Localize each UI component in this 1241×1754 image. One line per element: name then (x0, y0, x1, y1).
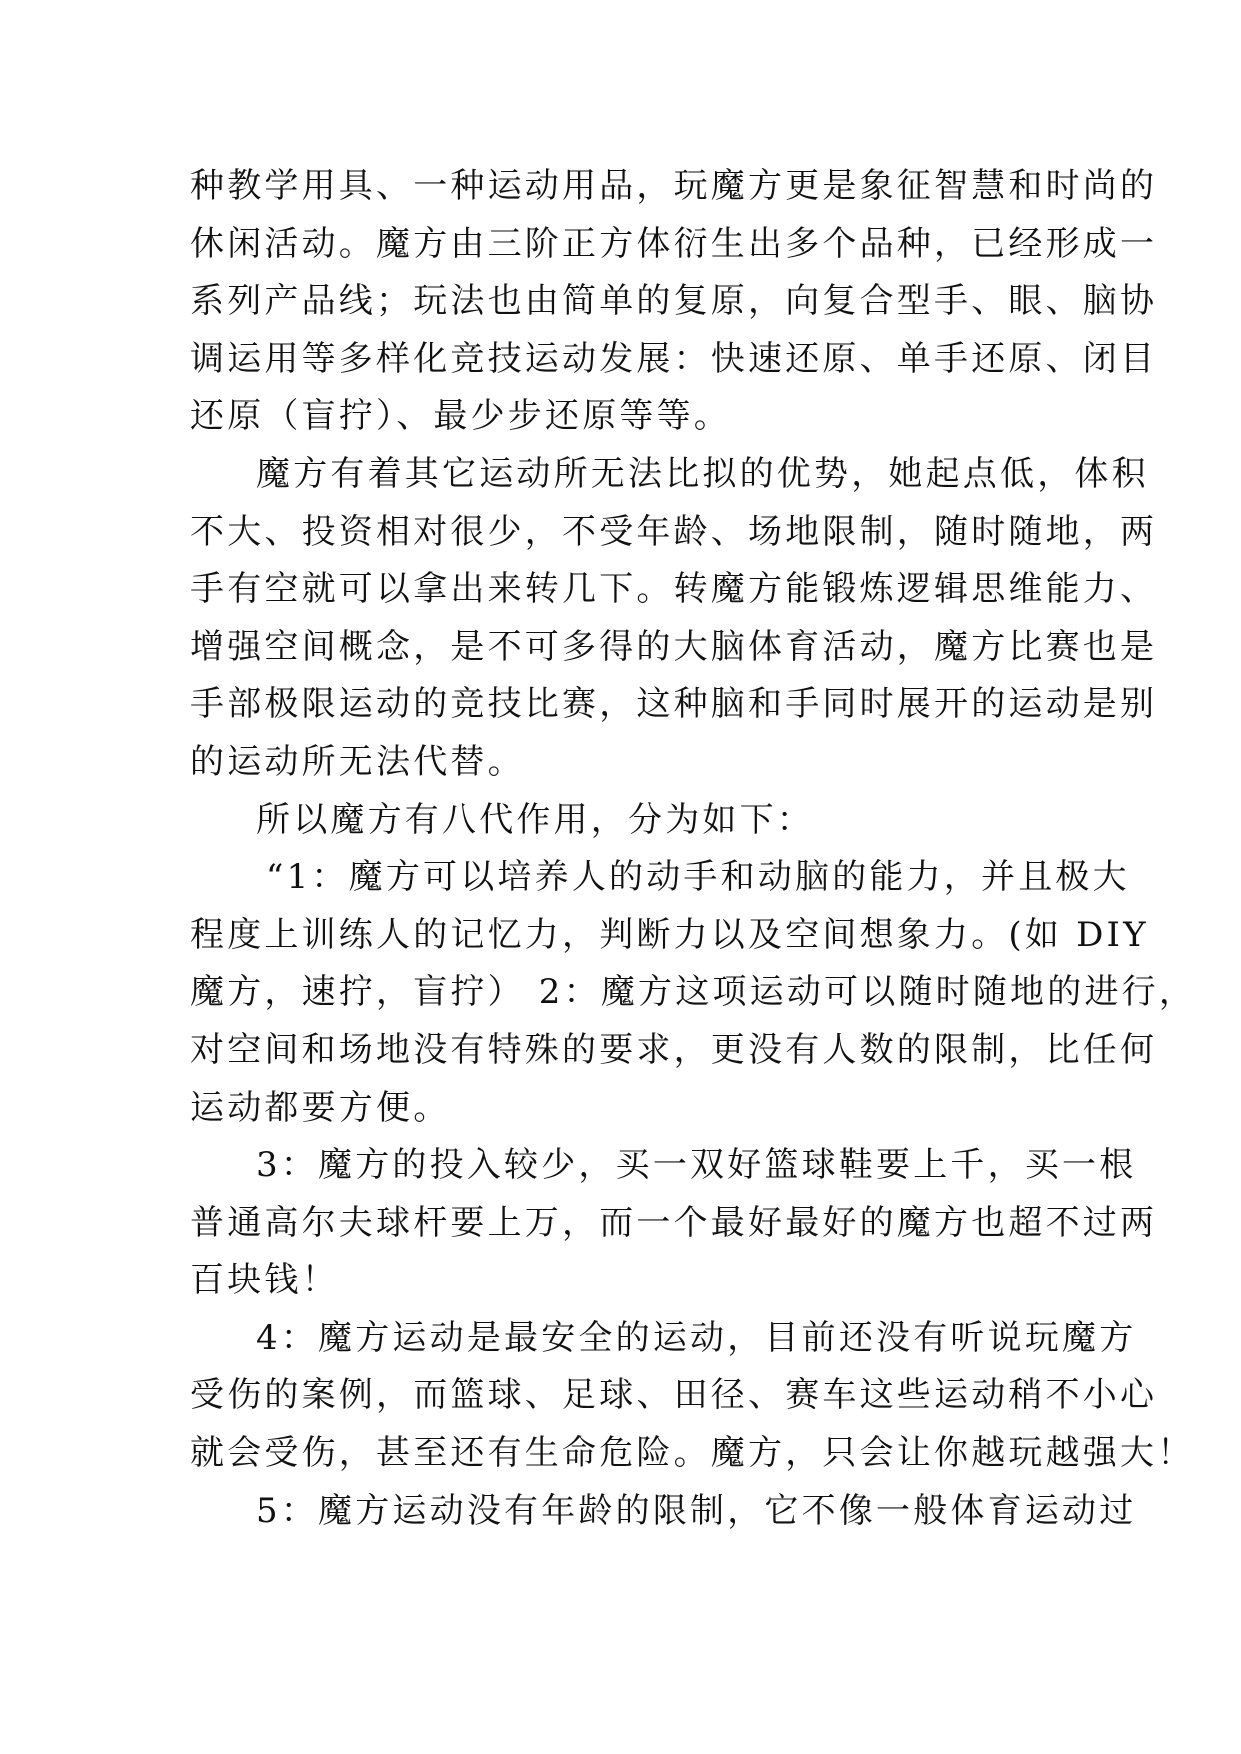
text-line: 就会受伤，甚至还有生命危险。魔方，只会让你越玩越强大！ (190, 1433, 1195, 1474)
text-line: 手部极限运动的竞技比赛，这种脑和手同时展开的运动是别 (190, 684, 1158, 725)
paragraph-start-line: 3：魔方的投入较少，买一双好篮球鞋要上千，买一根 (256, 1145, 1137, 1186)
text-line: 百块钱！ (190, 1260, 339, 1301)
paragraph-start-line: 所以魔方有八代作用，分为如下： (256, 799, 814, 840)
paragraph-start-line: 魔方有着其它运动所无法比拟的优势，她起点低，体积 (256, 453, 1149, 494)
paragraph-start-line: 5：魔方运动没有年龄的限制，它不像一般体育运动过 (256, 1490, 1137, 1531)
text-line: 手有空就可以拿出来转几下。转魔方能锻炼逻辑思维能力、 (190, 569, 1158, 610)
text-line: 系列产品线；玩法也由简单的复原，向复合型手、眼、脑协 (190, 281, 1158, 322)
text-line: 运动都要方便。 (190, 1087, 451, 1128)
text-line: 普通高尔夫球杆要上万，而一个最好最好的魔方也超不过两 (190, 1202, 1158, 1243)
body-text (190, 158, 1197, 1540)
text-line: 魔方，速拧，盲拧） 2：魔方这项运动可以随时随地的进行， (190, 972, 1197, 1013)
text-line: 的运动所无法代替。 (190, 741, 525, 782)
text-line: 受伤的案例，而篮球、足球、田径、赛车这些运动稍不小心 (190, 1375, 1158, 1416)
paragraph-start-line: 4：魔方运动是最安全的运动，目前还没有听说玩魔方 (256, 1317, 1137, 1358)
paragraph-start-line: “1：魔方可以培养人的动手和动脑的能力，并且极大 (266, 857, 1130, 898)
text-line: 增强空间概念，是不可多得的大脑体育活动，魔方比赛也是 (190, 626, 1158, 667)
text-line: 不大、投资相对很少，不受年龄、场地限制，随时随地，两 (190, 511, 1158, 552)
text-line: 对空间和场地没有特殊的要求，更没有人数的限制，比任何 (190, 1029, 1158, 1070)
text-line: 程度上训练人的记忆力，判断力以及空间想象力。(如 DIY (190, 914, 1149, 955)
text-line: 休闲活动。魔方由三阶正方体衍生出多个品种，已经形成一 (190, 223, 1158, 264)
text-line: 调运用等多样化竞技运动发展：快速还原、单手还原、闭目 (190, 338, 1158, 379)
text-line: 种教学用具、一种运动用品，玩魔方更是象征智慧和时尚的 (190, 166, 1158, 206)
text-line: 还原（盲拧）、最少步还原等等。 (190, 396, 731, 437)
